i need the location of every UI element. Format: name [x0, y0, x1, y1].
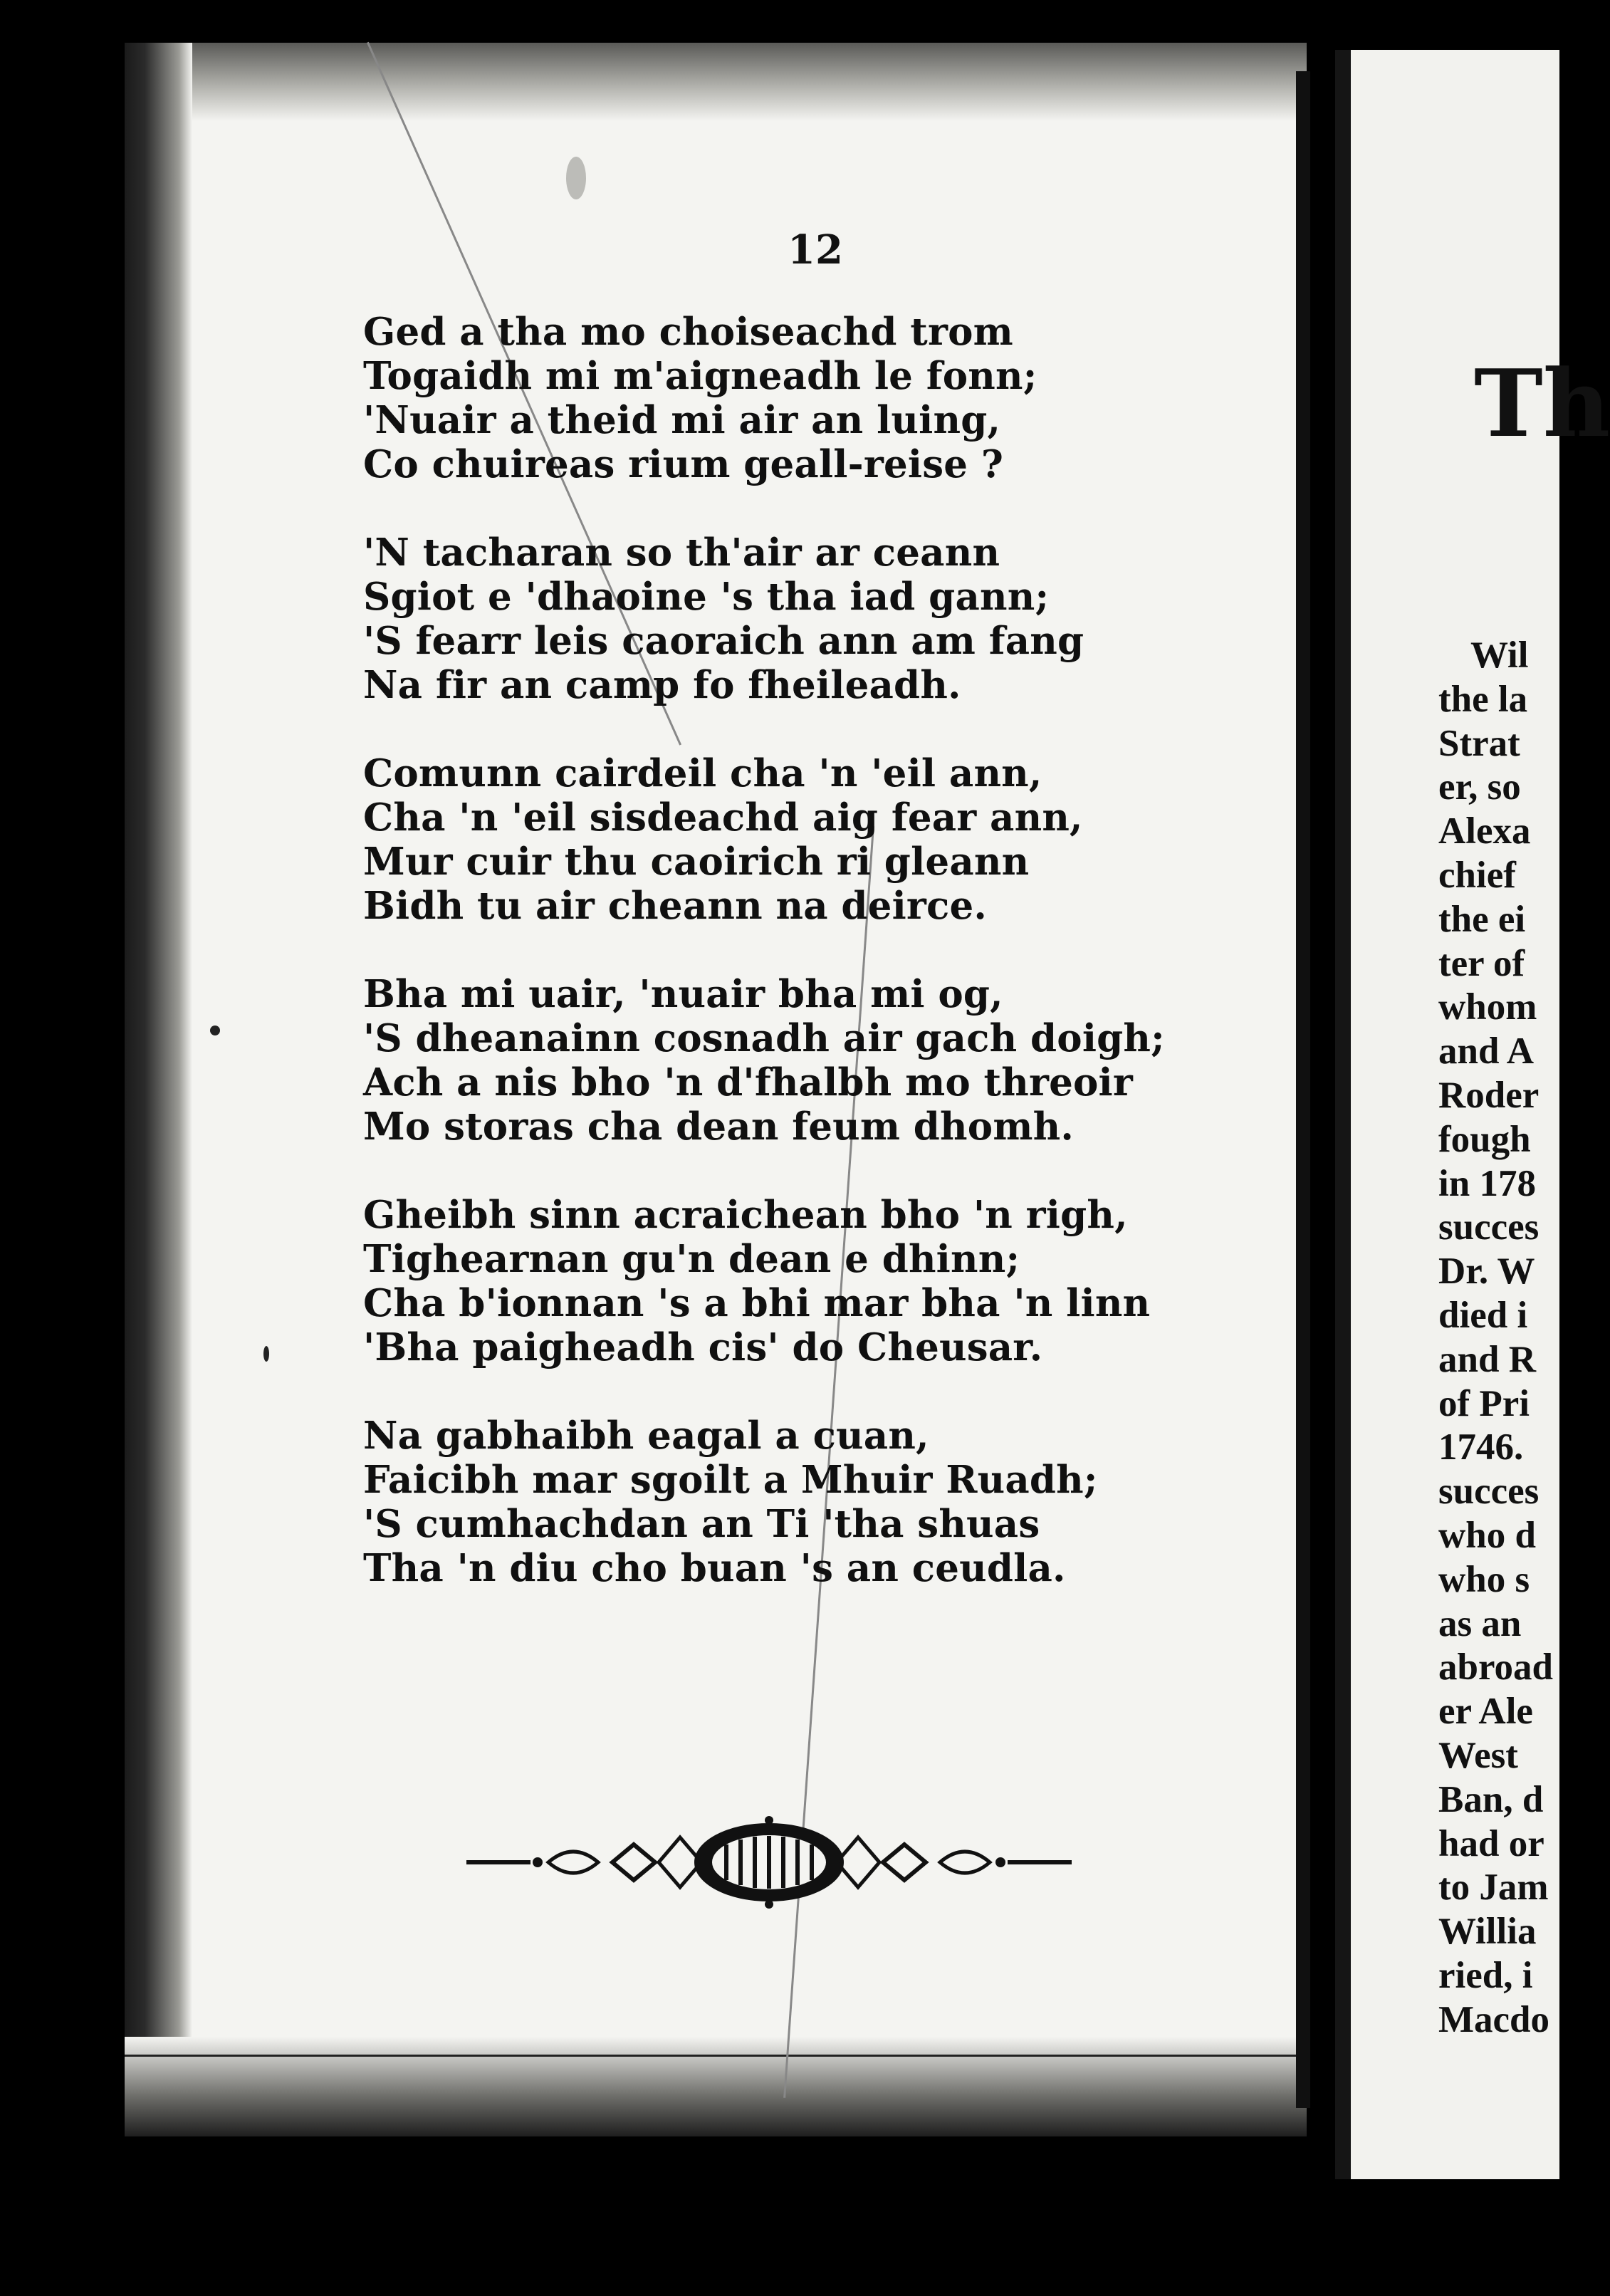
text-line: whom — [1438, 986, 1537, 1028]
page-number: 12 — [788, 226, 843, 273]
text-line: who s — [1438, 1558, 1530, 1600]
poem-line: Bidh tu air cheann na deirce. — [363, 884, 988, 928]
text-line: Roder — [1438, 1074, 1540, 1116]
page-bottom-edge — [125, 2037, 1307, 2136]
text-line: in 178 — [1438, 1162, 1536, 1204]
text-line: 1746. — [1438, 1426, 1524, 1468]
poem-line: Comunn cairdeil cha 'n 'eil ann, — [363, 751, 1042, 795]
poem-line: 'S fearr leis caoraich ann am fang — [363, 619, 1084, 663]
poem-line: Cha 'n 'eil sisdeachd aig fear ann, — [363, 795, 1083, 840]
text-line: had or — [1438, 1822, 1544, 1864]
text-line: Strat — [1438, 722, 1520, 764]
poem-line: 'Bha paigheadh cis' do Cheusar. — [363, 1325, 1043, 1369]
poem-line: Co chuireas rium geall-reise ? — [363, 442, 1004, 486]
ink-speck — [263, 1346, 269, 1362]
text-line: Ban, d — [1438, 1778, 1544, 1820]
poem-line: Faicibh mar sgoilt a Mhuir Ruadh; — [363, 1458, 1098, 1502]
stanza — [363, 1193, 1246, 1369]
poem-line: Tha 'n diu cho buan 's an ceudla. — [363, 1546, 1066, 1590]
poem-line: 'Nuair a theid mi air an luing, — [363, 398, 1001, 442]
right-page-edge — [1335, 50, 1351, 2179]
poem-line: 'S dheanainn cosnadh air gach doigh; — [363, 1016, 1165, 1060]
text-line: Dr. W — [1438, 1251, 1535, 1293]
poem-line: Cha b'ionnan 's a bhi mar bha 'n linn — [363, 1281, 1151, 1325]
text-line: Macdo — [1438, 1998, 1550, 2040]
text-line: Wil — [1470, 635, 1529, 676]
book-gutter — [1296, 71, 1310, 2108]
right-page-text-column — [1438, 634, 1553, 2042]
horizontal-rule — [125, 2055, 1307, 2057]
text-line: chief — [1438, 854, 1516, 896]
text-line: succes — [1438, 1471, 1540, 1513]
poem-line: Gheibh sinn acraichean bho 'n righ, — [363, 1193, 1128, 1237]
text-line: fough — [1438, 1118, 1531, 1160]
text-line: er Ale — [1438, 1691, 1533, 1733]
right-page-heading: Th — [1474, 349, 1610, 458]
page-top-edge — [125, 43, 1307, 121]
poem-line: 'S cumhachdan an Ti 'tha shuas — [363, 1502, 1040, 1546]
text-line: Alexa — [1438, 810, 1531, 852]
poem — [363, 310, 1246, 1634]
text-line: died i — [1438, 1294, 1528, 1336]
text-line: er, so — [1438, 766, 1521, 808]
poem-line: Togaidh mi m'aigneadh le fonn; — [363, 354, 1037, 398]
text-line: succes — [1438, 1206, 1540, 1248]
poem-line: Na gabhaibh eagal a cuan, — [363, 1414, 929, 1458]
ink-speck — [566, 157, 586, 199]
poem-line: Ach a nis bho 'n d'fhalbh mo threoir — [363, 1060, 1134, 1105]
text-line: ried, i — [1438, 1954, 1533, 1996]
poem-line: Ged a tha mo choiseachd trom — [363, 310, 1013, 354]
stanza — [363, 531, 1246, 707]
poem-line: Sgiot e 'dhaoine 's tha iad gann; — [363, 575, 1050, 619]
text-line: who d — [1438, 1514, 1536, 1556]
ink-speck — [210, 1026, 220, 1035]
text-line: Willia — [1438, 1911, 1537, 1953]
stanza — [363, 310, 1246, 486]
text-line: West — [1438, 1734, 1518, 1776]
text-line: as an — [1438, 1602, 1522, 1644]
stanza — [363, 1414, 1246, 1590]
stanza — [363, 751, 1246, 928]
poem-line: Bha mi uair, 'nuair bha mi og, — [363, 972, 1003, 1016]
poem-line: Mur cuir thu caoirich ri gleann — [363, 840, 1030, 884]
text-line: the la — [1438, 678, 1528, 720]
right-page — [1335, 50, 1610, 2179]
text-line: and R — [1438, 1338, 1536, 1380]
text-line: abroad — [1438, 1647, 1554, 1689]
decorative-ornament-icon — [466, 1816, 1072, 1909]
text-line: to Jam — [1438, 1867, 1549, 1909]
left-page — [125, 43, 1307, 2136]
text-line: the ei — [1438, 898, 1526, 940]
poem-line: Mo storas cha dean feum dhomh. — [363, 1105, 1074, 1149]
page-left-margin — [125, 43, 192, 2136]
poem-line: 'N tacharan so th'air ar ceann — [363, 531, 1000, 575]
poem-line: Na fir an camp fo fheileadh. — [363, 663, 961, 707]
stanza — [363, 972, 1246, 1149]
poem-line: Tighearnan gu'n dean e dhinn; — [363, 1237, 1020, 1281]
text-line: ter of — [1438, 942, 1525, 984]
text-line: and A — [1438, 1030, 1535, 1073]
text-line: of Pri — [1438, 1382, 1530, 1424]
